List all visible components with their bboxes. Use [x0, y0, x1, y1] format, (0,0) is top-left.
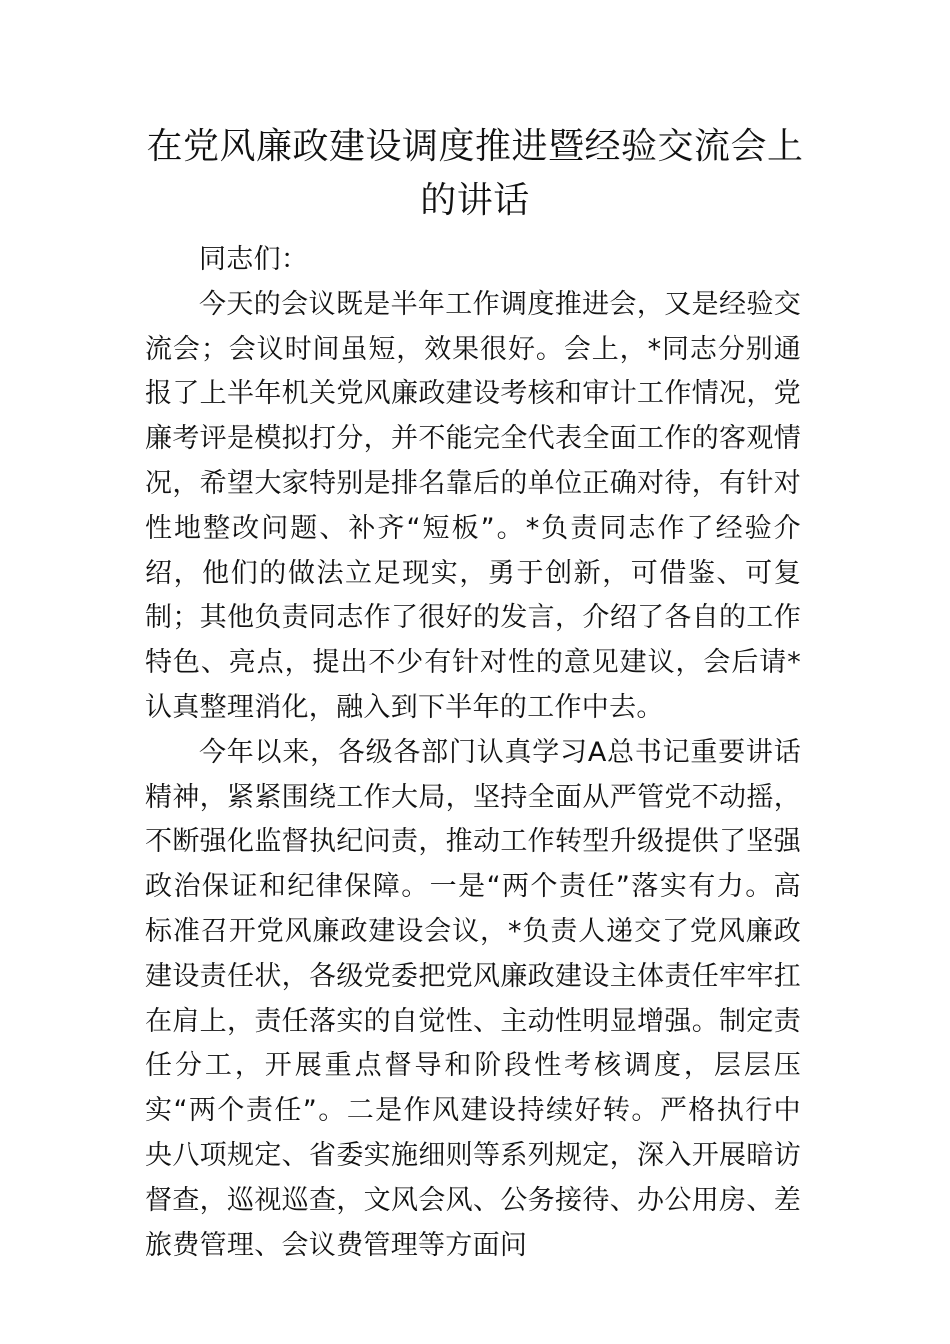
document-body	[145, 238, 801, 1268]
paragraph-2: 今年以来，各级各部门认真学习A总书记重要讲话精神，紧紧围绕工作大局，坚持全面从严管党不动摇，不断强化监督执纪问责，推动工作转型升级提供了坚强政治保证和纪律保障。一是“两个责任”落实有力。高标准召开党风廉政建设会议，*负责人递交了党风廉政建设责任状，各级党委把党风廉政建设主体责任牢牢扛在肩上，责任落实的自觉性、主动性明显增强。制定责任分工，开展重点督导和阶段性考核调度，层层压实“两个责任”。二是作风建设持续好转。严格执行中央八项规定、省委实施细则等系列规定，深入开展暗访督查，巡视巡查，文风会风、公务接待、办公用房、差旅费管理、会议费管理等方面问	[145, 736, 801, 1261]
salutation: 同志们：	[199, 244, 309, 275]
paragraph-1: 今天的会议既是半年工作调度推进会，又是经验交流会；会议时间虽短，效果很好。会上，*同志分别通报了上半年机关党风廉政建设考核和审计工作情况，党廉考评是模拟打分，并不能完全代表全面工作的客观情况，希望大家特别是排名靠后的单位正确对待，有针对性地整改问题、补齐“短板”。*负责同志作了经验介绍，他们的做法立足现实，勇于创新，可借鉴、可复制；其他负责同志作了很好的发言，介绍了各自的工作特色、亮点，提出不少有针对性的意见建议，会后请*认真整理消化，融入到下半年的工作中去。	[145, 288, 801, 723]
document-title: 在党风廉政建设调度推进暨经验交流会上的讲话	[146, 126, 804, 221]
